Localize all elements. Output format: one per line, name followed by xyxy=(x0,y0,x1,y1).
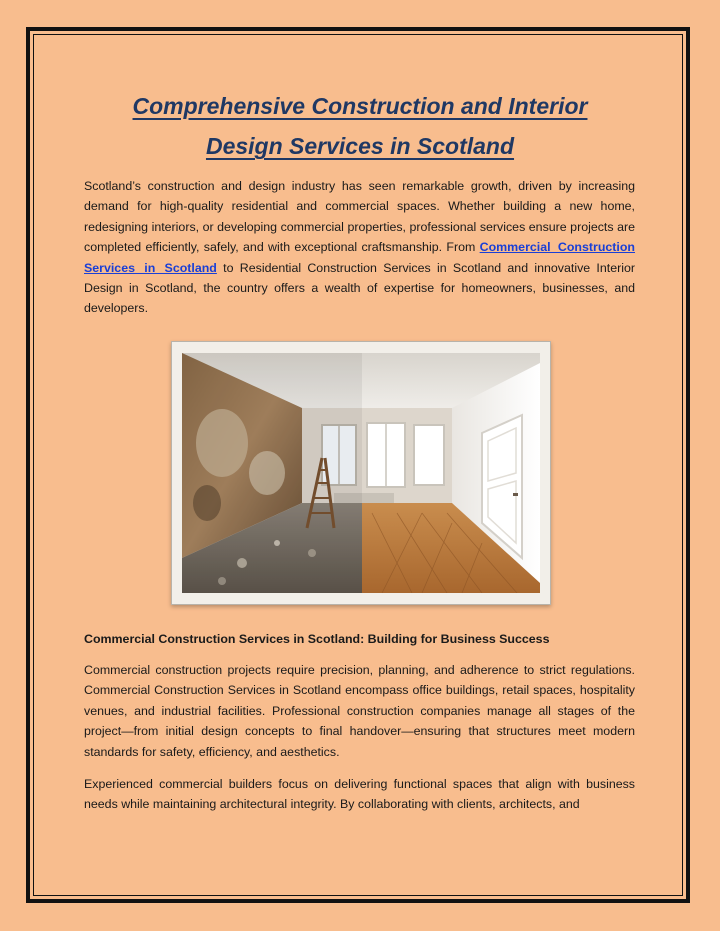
body-paragraph-3: Experienced commercial builders focus on delivering functional spaces that align with business needs while maintaining architectural integrity. By collaborating with clients, architects, and xyxy=(84,777,635,812)
intro-paragraph xyxy=(84,176,635,319)
renovation-photo-frame xyxy=(171,341,551,605)
document-title xyxy=(60,86,660,166)
before-after-room-illustration xyxy=(182,353,540,593)
intro-text-before-link: Scotland’s construction and design industry has seen remarkable growth, driven by increasing demand for high-quality residential and commercial spaces. Whether building a new home, redesigning interiors, or developing commercial properties, professional services ensure projects are completed efficiently, safely, and with exceptional craftsmanship. From xyxy=(84,179,635,255)
commercial-construction-link[interactable]: Commercial Construction Services in Scotland xyxy=(84,240,635,275)
renovation-photo xyxy=(182,353,540,593)
title-line-2: Design Services in Scotland xyxy=(205,133,515,159)
intro-text-after-link: to Residential Construction Services in Scotland and innovative Interior Design in Scotland, the country offers a wealth of expertise for homeowners, businesses, and developers. xyxy=(84,260,636,316)
body-paragraph-2: Commercial construction projects require precision, planning, and adherence to strict regulations. Commercial Construction Services in Scotland encompass office buildings, retail spaces, hospitality venues, and industrial facilities. Professional construction companies manage all stages of the project—from initial design concepts to final handover—ensuring that structures meet modern standards for safety, efficiency, and aesthetics. xyxy=(84,663,635,759)
title-line-1: Comprehensive Construction and Interior xyxy=(132,93,588,119)
section-heading: Commercial Construction Services in Scotland: Building for Business Success xyxy=(84,632,550,646)
